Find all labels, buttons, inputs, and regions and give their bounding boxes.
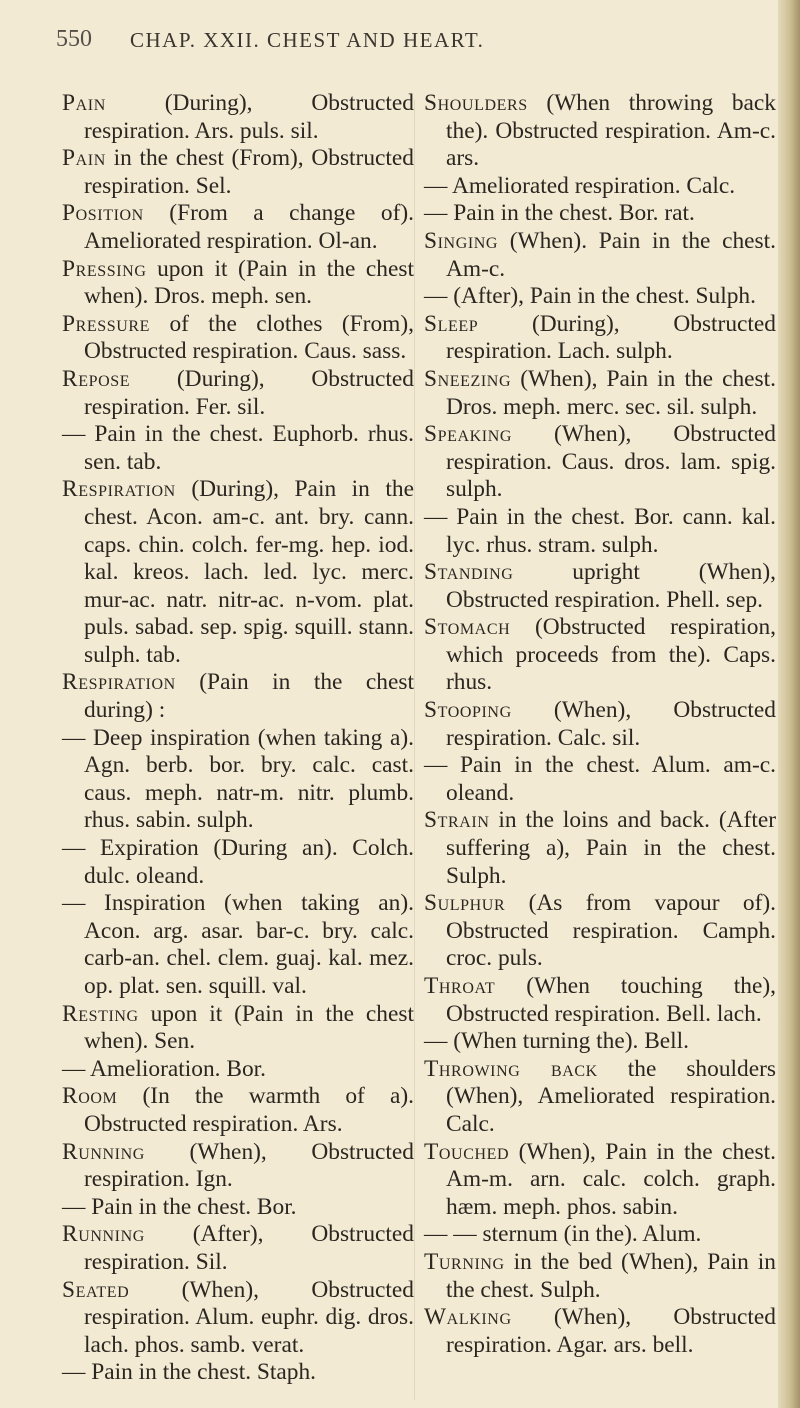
entry-term: Respiration — [62, 669, 176, 696]
entry-term: Sneezing — [424, 365, 512, 392]
entry-term: Speaking — [424, 421, 513, 448]
index-entry — [424, 90, 776, 173]
entry-text: — Amelioration. Bor. — [62, 1055, 267, 1082]
page-header — [56, 22, 756, 62]
index-entry — [424, 504, 776, 559]
entry-text: of the clothes (From), Obstructed respiration. Caus. sass. — [84, 310, 414, 365]
index-entry — [424, 1028, 776, 1056]
entry-text: (When). Pain in the chest. Am-c. — [446, 227, 776, 282]
entry-text: (During), Obstructed respiration. Ars. puls. sil. — [84, 90, 414, 144]
entry-text: — Deep inspiration (when taking a). Agn. berb. bor. bry. calc. cast. caus. meph. natr-m. nitr. plumb. rhus. sabin. sulph. — [62, 724, 414, 834]
entry-text: (Obstructed respiration, which proceeds from the). Caps. rhus. — [446, 614, 776, 696]
entry-term: Sulphur — [424, 890, 506, 917]
index-entry — [62, 1359, 414, 1387]
entry-term: Standing — [424, 559, 514, 586]
index-entry — [424, 559, 776, 614]
index-entry — [424, 1304, 776, 1359]
index-entry — [62, 145, 414, 200]
entry-term: Respiration — [62, 476, 176, 503]
entry-text: — — sternum (in the). Alum. — [424, 1221, 702, 1248]
entry-term: Running — [62, 1221, 145, 1248]
entry-text: upon it (Pain in the chest when). Sen. — [84, 1000, 414, 1055]
index-entry — [62, 476, 414, 669]
entry-text: (After), Obstructed respiration. Sil. — [84, 1221, 414, 1275]
entry-text: — Inspiration (when taking an). Acon. arg. asar. bar-c. bry. calc. carb-an. chel. clem. guaj. kal. mez. op. plat. sen. squill. val. — [62, 890, 414, 999]
index-entry — [62, 256, 414, 311]
index-entry — [62, 890, 414, 1000]
index-entry — [62, 366, 414, 421]
entry-text: (When touching the), Obstructed respiration. Bell. lach. — [446, 973, 776, 1027]
entry-term: Room — [62, 1083, 118, 1110]
index-entry — [424, 1221, 776, 1249]
index-entry — [62, 725, 414, 835]
entry-text: (During), Obstructed respiration. Fer. sil. — [84, 365, 414, 420]
entry-text: — (After), Pain in the chest. Sulph. — [424, 283, 756, 310]
index-entry — [424, 752, 776, 807]
column-gutter — [414, 100, 415, 1400]
entry-term: Position — [62, 200, 144, 227]
entry-text: — (When turning the). Bell. — [424, 1028, 690, 1055]
page-edge-shadow — [778, 0, 800, 1408]
index-entry — [424, 283, 776, 311]
index-entry — [424, 311, 776, 366]
entry-text: (When), Obstructed respiration. Agar. ars. bell. — [446, 1304, 776, 1358]
entry-text: (In the warmth of a). Obstructed respiration. Ars. — [84, 1083, 414, 1137]
right-column — [424, 90, 776, 1359]
index-entry — [62, 200, 414, 255]
index-entry — [424, 890, 776, 973]
entry-term: Stooping — [424, 697, 512, 724]
entry-term: Touched — [424, 1138, 510, 1165]
entry-text: (As from vapour of). Obstructed respiration. Camph. croc. puls. — [446, 890, 776, 972]
entry-term: Pressure — [62, 310, 151, 337]
entry-text: (Pain in the chest during) : — [84, 669, 414, 724]
page-number: 550 — [56, 26, 92, 52]
index-entry — [62, 1001, 414, 1056]
index-entry — [424, 228, 776, 283]
entry-text: (When throwing back the). Obstructed respiration. Am-c. ars. — [446, 90, 776, 172]
index-entry — [62, 90, 414, 145]
index-entry — [424, 173, 776, 201]
index-entry — [62, 835, 414, 890]
running-head: CHAP. XXII. CHEST AND HEART. — [130, 28, 485, 52]
entry-text: (When), Obstructed respiration. Caus. dros. lam. spig. sulph. — [446, 421, 776, 503]
index-entry — [424, 1056, 776, 1139]
index-entry — [62, 421, 414, 476]
index-entry — [62, 1277, 414, 1360]
index-entry — [62, 1083, 414, 1138]
entry-term: Strain — [424, 807, 490, 834]
entry-term: Pain — [62, 90, 106, 116]
entry-text: — Pain in the chest. Bor. — [62, 1193, 297, 1220]
entry-term: Seated — [62, 1276, 130, 1303]
index-entry — [62, 1221, 414, 1276]
entry-text: (From a change of). Ameliorated respiration. Ol-an. — [84, 200, 414, 254]
entry-term: Stomach — [424, 614, 511, 641]
entry-text: in the chest (From), Obstructed respiration. Sel. — [84, 145, 414, 199]
index-entry — [424, 1249, 776, 1304]
entry-term: Walking — [424, 1304, 512, 1331]
index-entry — [62, 1056, 414, 1084]
entry-term: Sleep — [424, 310, 479, 337]
entry-term: Repose — [62, 365, 131, 392]
entry-text: upon it (Pain in the chest when). Dros. meph. sen. — [84, 255, 414, 310]
index-entry — [424, 366, 776, 421]
entry-term: Turning — [424, 1248, 505, 1275]
index-entry — [424, 973, 776, 1028]
entry-text: upright (When), Obstructed respiration. Phell. sep. — [446, 559, 776, 613]
index-entry — [62, 669, 414, 724]
entry-term: Resting — [62, 1000, 139, 1027]
index-entry — [424, 614, 776, 697]
entry-term: Singing — [424, 227, 499, 254]
entry-text: — Expiration (During an). Colch. dulc. oleand. — [62, 835, 414, 889]
entry-term: Shoulders — [424, 90, 528, 116]
entry-text: in the bed (When), Pain in the chest. Sulph. — [446, 1248, 776, 1303]
entry-text: — Pain in the chest. Bor. cann. kal. lyc. rhus. stram. sulph. — [424, 503, 776, 558]
entry-text: — Pain in the chest. Alum. am-c. oleand. — [424, 752, 776, 806]
entry-text: the shoulders (When), Ameliorated respiration. Calc. — [446, 1055, 776, 1137]
index-entry — [424, 697, 776, 752]
entry-text: — Ameliorated respiration. Calc. — [424, 172, 736, 199]
entry-text: — Pain in the chest. Staph. — [62, 1359, 317, 1386]
index-entry — [62, 311, 414, 366]
index-entry — [424, 200, 776, 228]
entry-term: Throwing back — [424, 1055, 598, 1082]
index-entry — [424, 1139, 776, 1222]
index-entry — [424, 421, 776, 504]
entry-text: — Pain in the chest. Euphorb. rhus. sen. tab. — [62, 421, 414, 475]
left-column — [62, 90, 414, 1387]
entry-text: (When), Pain in the chest. Dros. meph. merc. sec. sil. sulph. — [446, 365, 776, 420]
entry-term: Throat — [424, 973, 496, 999]
entry-text: (During), Pain in the chest. Acon. am-c. ant. bry. cann. caps. chin. colch. fer-mg. hep. iod. kal. kreos. lach. led. lyc. merc. mur-ac. natr. nitr-ac. n-vom. plat. puls. sabad. sep. spig. squill. stann. sulph. tab. — [84, 476, 414, 668]
entry-text: (When), Obstructed respiration. Alum. euphr. dig. dros. lach. phos. samb. verat. — [84, 1276, 414, 1358]
entry-text: (When), Obstructed respiration. Calc. sil. — [446, 697, 776, 751]
entry-text: — Pain in the chest. Bor. rat. — [424, 200, 695, 227]
entry-text: (During), Obstructed respiration. Lach. sulph. — [446, 310, 776, 365]
entry-term: Pain — [62, 145, 106, 172]
entry-text: (When), Pain in the chest. Am-m. arn. calc. colch. graph. hæm. meph. phos. sabin. — [446, 1138, 776, 1220]
index-entry — [424, 807, 776, 890]
entry-text: in the loins and back. (After suffering a), Pain in the chest. Sulph. — [446, 807, 776, 889]
index-entry — [62, 1139, 414, 1194]
entry-text: (When), Obstructed respiration. Ign. — [84, 1138, 414, 1193]
entry-term: Pressing — [62, 255, 147, 282]
entry-term: Running — [62, 1138, 145, 1165]
index-entry — [62, 1194, 414, 1222]
